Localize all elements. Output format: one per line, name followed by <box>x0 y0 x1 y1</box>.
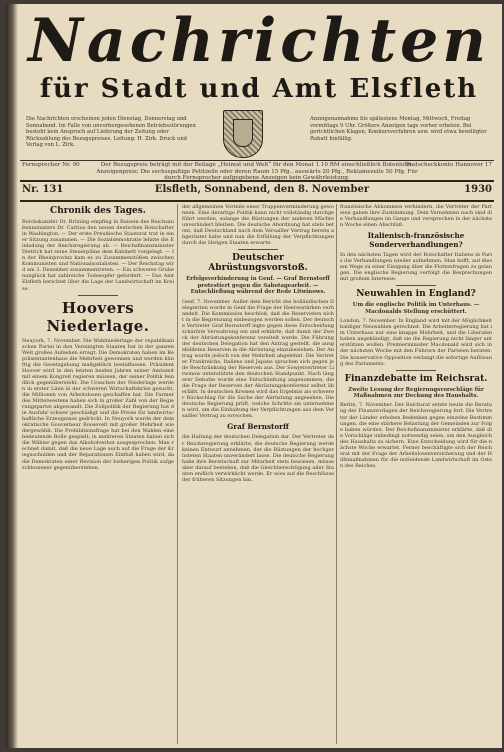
article-body: Neuyork, 7. November. Die Wahlniederlage der republikanischen Partei in den Vereinigten Staaten hat in der ganzen Welt großes Aufsehen erregt. Die Demokraten haben im Repräsentantenhaus die Mehrheit gewonnen und werden künftig die Gesetzgebung maßgeblich beeinflussen. Präsident Hoover wird in den letzten beiden Jahren seiner Amtszeit mit einem Kongreß regieren müssen, der seiner Politik feindlich gegenübersteht. Die Ursachen der Niederlage werden in erster Linie in der schweren Wirtschaftskrise gesucht, die Millionen von Arbeitslosen geschaffen hat. Die Farmer des Mittelwestens haben sich in großer Zahl von der Regierungspartei abgewandt. Die Zollpolitik der Regierung hat die Ausfuhr schwer geschädigt und die Preise für landwirtschaftliche Erzeugnisse gedrückt. In Neuyork wurde der demokratische Gouverneur Roosevelt mit großer Mehrheit wiedergewählt. Die Prohibitionsfrage hat bei den Wahlen eine bedeutende Rolle gespielt; in mehreren Staaten haben sich die Wähler gegen das Alkoholverbot ausgesprochen. Man rechnet damit, daß die neue Lage auch auf die Frage der Kriegsschulden und der Reparationen Einfluß haben wird, da die Demokraten einer Revision der bisherigen Politik aufgeschlossener gegenüberstehen. <box>22 337 174 471</box>
article-subheadline: Zweite Lesung der Regierungsvorschläge für Maßnahmen zur Deckung des Haushalts. <box>348 386 484 400</box>
article-body: französische Abkommen verhindern, die Vertreter der Parteien gaben ihre Zustimmung. Dem Vernehmen nach sind die Verhandlungen im Gange und versprechen in der nächsten Woche einen Abschluß. <box>340 204 492 229</box>
article-body: London, 7. November. In England wird mit der Möglichkeit baldiger Neuwahlen gerechnet. Die Arbeiterregierung hat im Unterhaus nur eine knappe Mehrheit, und die Liberalen haben angekündigt, daß sie die Regierung nicht länger unterstützen wollen. Premierminister Macdonald wird sich in der nächsten Woche mit den Führern der Parteien beraten. Die konservative Opposition verlangt die sofortige Auflösung des Parlaments. <box>340 318 492 367</box>
publication-info-right: Anzeigenannahme bis spätestens Montag, Mittwoch, Freitag vormittags 9 Uhr. Größere Anzeigen tags vorher erbeten. Bei gerichtlichen Klagen, Konkursverfahren usw. wird etwa bewilligter Rabatt hinfällig. <box>310 116 487 142</box>
article-subheadline: Erfolgsverhinderung in Genf. — Graf Bernstorff protestiert gegen die Sabotagearbeit. — Entschließung während der Rede Litwinows. <box>186 276 330 296</box>
article-body: der allgemeinen Vorteile einer Truppenverminderung gewonnen. Eine derartige Politik kann nicht vollständig durchgeführt werden, solange die Rüstungen der anderen Mächte unverändert bleiben. Die deutsche Abordnung hat stets betont, daß Deutschland nach dem Versailler Vertrag bereits abgerüstet habe und nun die Erfüllung der Verpflichtungen durch die übrigen Staaten erwarte. <box>182 204 334 247</box>
publication-info-left: Die Nachrichten erscheinen jeden Dienstag, Donnerstag und Sonnabend. Im Falle von unvorhergesehenen Betriebsstörungen besteht kein Anspruch auf Lieferung der Zeitung oder Rückzahlung des Bezugspreises. Leitung: H. Zirk. Druck und Verlag von L. Zirk. <box>26 116 196 149</box>
column-divider <box>336 204 337 744</box>
article-headline: Neuwahlen in England? <box>356 289 476 300</box>
article-headline: Italienisch-französische Sonderverhandlungen? <box>367 231 465 250</box>
article-body: die Haltung der deutschen Delegation dar. Der Vertreter der Reichsregierung erklärte, die deutsche Regierung werde keinen Entwurf annehmen, der die Rüstungen der hochgerüsteten Staaten unverändert lasse. Die deutsche Regierung habe ihre Bereitschaft zur Mitarbeit stets bewiesen, müsse aber darauf bestehen, daß die Gleichberechtigung aller Staaten endlich verwirklicht werde. Er wies auf die Beschlüsse der früheren Sitzungen hin. <box>182 434 334 483</box>
divider <box>20 160 494 161</box>
newspaper-subtitle: für Stadt und Amt Elsfleth <box>39 74 479 104</box>
divider <box>78 295 118 296</box>
column-1 <box>22 204 174 474</box>
divider <box>396 370 436 371</box>
issue-row <box>22 182 492 198</box>
subscription-price-note: Der Bezugspreis beträgt mit der Beilage „Heimat und Welt“ für den Monat 1.10 RM einschließlich Botenlohn. Anzeigenpreis: Die sechsspaltige Petitzeile oder deren Raum 15 Pfg., auswärts 20 Pfg., Reklamezeile 50 Pfg. Für durch Fernsprecher aufgegebene Anzeigen kein Gewährleistung. <box>96 162 418 182</box>
issue-year: 1930 <box>464 184 492 195</box>
article-body: Reichskanzler Dr. Brüning empfing in Beisein des Reichsaußenministers Dr. Curtius den neuen deutschen Botschafter in Washington. — Der erste Preußische Staatsrat trat in einer Sitzung zusammen. — Die Sozialdemokratie lehnte die Einladung der Reichsregierung ab. — Reichsfinanzminister Dietrich hat seine Steuerpläne dem Kabinett vorgelegt. — In der Rheinprovinz kam es zu Zusammenstößen zwischen Kommunisten und Nationalsozialisten. — Der Reichstag wird am 3. Dezember zusammentreten. — Ein schweres Grubenunglück hat zahlreiche Todesopfer gefordert. — Das Amt Elsfleth berichtet über die Lage der Landwirtschaft im Kreise. <box>22 219 174 292</box>
newspaper-page <box>6 4 502 748</box>
issue-dateline: Elsfleth, Sonnabend, den 8. November <box>154 184 370 195</box>
column-divider <box>177 204 178 744</box>
article-body: Berlin, 7. November. Der Reichsrat setzte heute die Beratung der Finanzvorlagen der Reichsregierung fort. Die Vertreter der Länder erhoben Bedenken gegen einzelne Bestimmungen, die eine stärkere Belastung der Gemeinden zur Folge haben würden. Der Reichsfinanzminister erklärte, daß die Vorschläge unbedingt notwendig seien, um den Ausgleich des Haushalts zu sichern. Eine Entscheidung wird für die nächste Woche erwartet. Ferner beschäftigte sich der Reichsrat mit der Frage der Arbeitslosenversicherung und der Hilfsmaßnahmen für die notleidende Landwirtschaft im Osten des Reiches. <box>340 402 492 469</box>
column-2 <box>182 204 334 486</box>
masthead <box>20 4 498 164</box>
divider <box>238 249 278 250</box>
divider <box>20 200 494 202</box>
column-3 <box>340 204 492 472</box>
article-body: In den nächsten Tagen wird der Botschafter Italiens in Paris die Verhandlungen wieder aufnehmen. Man hofft, auf diesem Wege zu einer Einigung über die Flottenfragen zu gelangen. Die englische Regierung verfolgt die Besprechungen mit großem Interesse. <box>340 252 493 283</box>
newspaper-title: Nachrichten <box>28 6 490 76</box>
binding-edge <box>6 4 18 748</box>
article-subheadline: Um die englische Politik im Unterhaus. — Macdonalds Stellung erschüttert. <box>352 302 480 315</box>
article-headline: Hoovers Niederlage. <box>46 298 150 335</box>
divider <box>396 285 436 286</box>
postal-account: Postscheckkonto Hannover 17 <box>405 162 492 168</box>
issue-number: Nr. 131 <box>22 184 64 195</box>
article-headline: Graf Bernstorff <box>227 422 289 432</box>
article-headline: Deutscher Abrüstungsvorstoß. <box>208 253 308 274</box>
phone-number: Fernsprecher Nr. 90 <box>22 162 80 168</box>
article-headline: Finanzdebatte im Reichsrat. <box>344 373 488 384</box>
article-body: Genf, 7. November. Außer dem Bericht des holländischen Delegierten wurde in Genf die Frage der Heeresstärken verhandelt. Die Kommission beschloß, daß die Reservisten nicht in die Begrenzung einbezogen werden sollen. Der deutsche Vertreter Graf Bernstorff legte gegen diese Entscheidung schärfste Verwahrung ein und erklärte, daß damit der Zweck der Abrüstungskonferenz vereitelt werde. Die Führung der deutschen Delegation hat den Antrag gestellt, die ausgebildeten Reserven in die Abrüstung einzubeziehen. Der Antrag wurde jedoch von der Mehrheit abgelehnt. Die Vertreter Frankreichs, Italiens und Japans sprachen sich gegen jede Beschränkung der Reserven aus. Der Sowjetvertreter Litwinow unterstützte den deutschen Standpunkt. Nach längerer Debatte wurde eine Entschließung angenommen, die die Frage der Reserven der Abrüstungskonferenz selbst überläßt. In deutschen Kreisen wird das Ergebnis als schwerer Rückschlag für die Sache der Abrüstung angesehen. Die deutsche Regierung prüft, welche Schritte sie unternehmen wird, um die Einhaltung der Verpflichtungen aus dem Versailler Vertrag zu erreichen. <box>182 298 334 420</box>
coat-of-arms-icon <box>223 110 263 158</box>
article-headline: Chronik des Tages. <box>50 206 146 216</box>
